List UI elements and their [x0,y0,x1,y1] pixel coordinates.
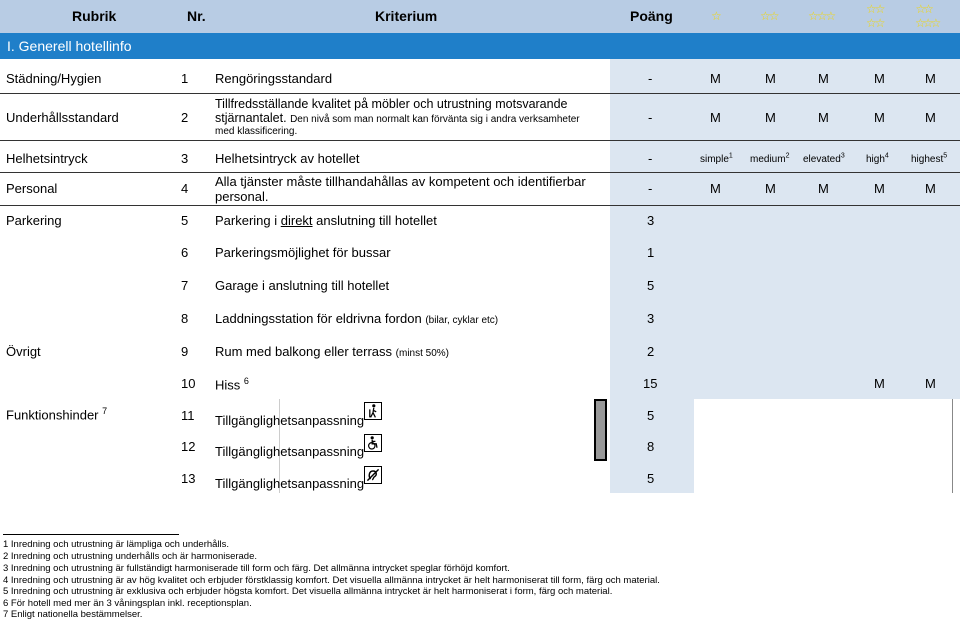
footnote-divider [3,534,179,535]
header-rubrik: Rubrik [72,8,117,24]
footnote: 1 Inredning och utrustning är lämpliga och underhålls. [3,539,230,550]
table-header [0,0,960,33]
footnote: 6 För hotell med mer än 3 våningsplan inkl. receptionsplan. [3,598,252,609]
footnote: 3 Inredning och utrustning är fullständigt harmoniserade till form och färg. Det allmänna intrycket speglar förhöjd komfort. [3,563,510,574]
star-5-icon: ☆☆ ☆☆☆ [915,2,939,30]
star-4-icon: ☆☆ ☆☆ [866,2,884,30]
star-2-icon: ☆☆ [760,9,778,23]
star-1-icon: ☆ [711,9,720,23]
footnote: 2 Inredning och utrustning underhålls och är harmoniserade. [3,551,258,562]
section-heading: I. Generell hotellinfo [0,33,960,59]
walking-aid-icon [364,402,382,420]
wheelchair-icon [364,434,382,452]
footnote: 7 Enligt nationella bestämmelser. [3,609,143,620]
hearing-icon [364,466,382,484]
footnote: 4 Inredning och utrustning är av hög kvalitet och erbjuder förstklassig komfort. Det visuella allmänna intrycket är helt harmoniserat till form, färg och material. [3,575,660,586]
footnote: 5 Inredning och utrustning är exklusiva och erbjuder högsta komfort. Det visuella allmänna intrycket är helt harmoniserat i form, färg och material. [3,586,613,597]
star-3-icon: ☆☆☆ [808,9,835,23]
header-kriterium: Kriterium [375,8,438,24]
header-nr: Nr. [187,8,206,24]
header-poang: Poäng [630,8,673,24]
accessibility-marker-bar [594,399,607,461]
